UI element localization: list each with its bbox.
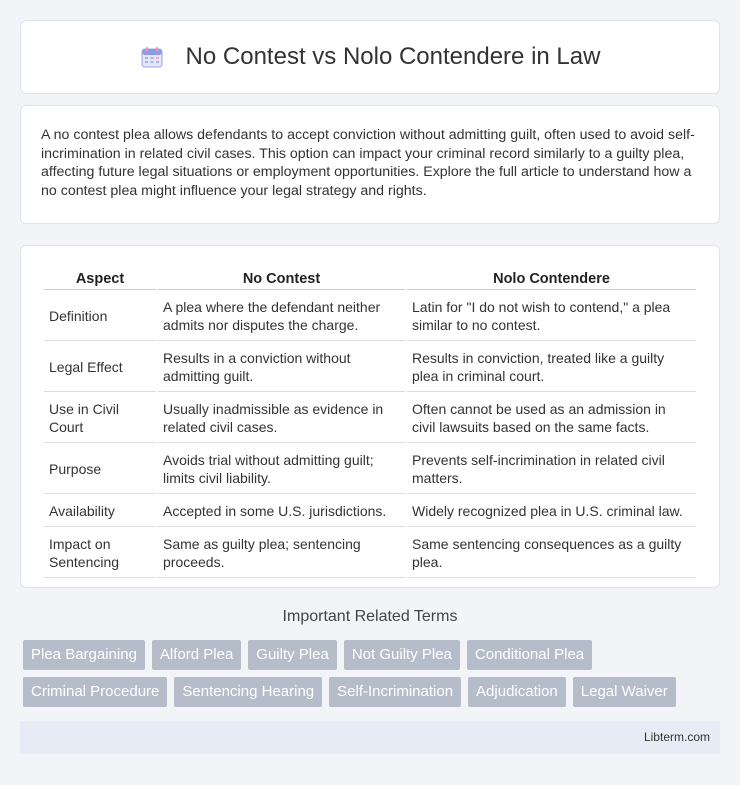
aspect-cell: Legal Effect — [44, 343, 156, 392]
aspect-cell: Definition — [44, 292, 156, 341]
table-row — [44, 496, 696, 527]
related-term-tag[interactable]: Conditional Plea — [467, 640, 592, 670]
related-term-tag[interactable]: Plea Bargaining — [23, 640, 145, 670]
no-contest-cell: Avoids trial without admitting guilt; limits civil liability. — [158, 445, 405, 494]
table-header-row — [44, 268, 696, 290]
nolo-contendere-cell: Often cannot be used as an admission in civil lawsuits based on the same facts. — [407, 394, 696, 443]
intro-card — [20, 105, 720, 224]
related-term-tag[interactable]: Adjudication — [468, 677, 566, 707]
no-contest-cell: Results in a conviction without admitting guilt. — [158, 343, 405, 392]
related-terms-list — [23, 640, 723, 714]
related-term-tag[interactable]: Alford Plea — [152, 640, 241, 670]
aspect-cell: Use in Civil Court — [44, 394, 156, 443]
nolo-contendere-cell: Prevents self-incrimination in related civil matters. — [407, 445, 696, 494]
intro-text: A no contest plea allows defendants to accept conviction without admitting guilt, often used to avoid self-incrimination in related civil cases. This option can impact your criminal record similarly to a guilty plea, affecting future legal situations or employment opportunities. Explore the full article to understand how a no contest plea might influence your legal strategy and rights. — [41, 127, 695, 200]
related-term-tag[interactable]: Legal Waiver — [573, 677, 676, 707]
no-contest-cell: A plea where the defendant neither admits nor disputes the charge. — [158, 292, 405, 341]
table-row — [44, 394, 696, 443]
related-term-tag[interactable]: Sentencing Hearing — [174, 677, 322, 707]
no-contest-cell: Accepted in some U.S. jurisdictions. — [158, 496, 405, 527]
related-term-tag[interactable]: Not Guilty Plea — [344, 640, 460, 670]
column-header-nolo-contendere: Nolo Contendere — [407, 268, 696, 290]
table-row — [44, 529, 696, 578]
related-terms-title: Important Related Terms — [282, 608, 458, 625]
footer — [20, 721, 720, 754]
column-header-aspect: Aspect — [44, 268, 156, 290]
no-contest-cell: Same as guilty plea; sentencing proceeds. — [158, 529, 405, 578]
nolo-contendere-cell: Widely recognized plea in U.S. criminal law. — [407, 496, 696, 527]
table-row — [44, 445, 696, 494]
table-row — [44, 292, 696, 341]
header-card — [20, 20, 720, 94]
column-header-no-contest: No Contest — [158, 268, 405, 290]
table-row — [44, 343, 696, 392]
nolo-contendere-cell: Results in conviction, treated like a guilty plea in criminal court. — [407, 343, 696, 392]
nolo-contendere-cell: Same sentencing consequences as a guilty plea. — [407, 529, 696, 578]
page-title: No Contest vs Nolo Contendere in Law — [185, 43, 601, 70]
nolo-contendere-cell: Latin for "I do not wish to contend," a plea similar to no contest. — [407, 292, 696, 341]
footer-site-link[interactable]: Libterm.com — [643, 730, 710, 744]
no-contest-cell: Usually inadmissible as evidence in related civil cases. — [158, 394, 405, 443]
calendar-icon — [140, 45, 164, 69]
related-term-tag[interactable]: Criminal Procedure — [23, 677, 167, 707]
aspect-cell: Purpose — [44, 445, 156, 494]
comparison-table-card — [20, 245, 720, 588]
comparison-table — [42, 266, 698, 580]
related-term-tag[interactable]: Self-Incrimination — [329, 677, 461, 707]
aspect-cell: Impact on Sentencing — [44, 529, 156, 578]
related-term-tag[interactable]: Guilty Plea — [248, 640, 337, 670]
aspect-cell: Availability — [44, 496, 156, 527]
